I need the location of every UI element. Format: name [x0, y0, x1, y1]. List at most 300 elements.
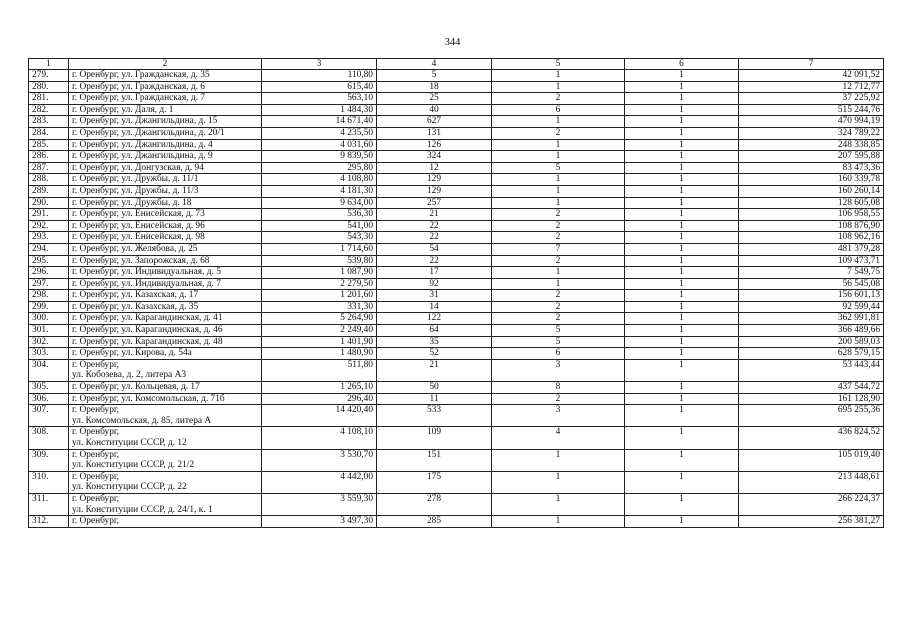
address-line: г. Оренбург, ул. Енисейская, д. 73	[72, 209, 205, 220]
amount-value: 207 595,88	[739, 151, 884, 163]
table-row	[29, 174, 884, 186]
row-number: 312.	[29, 516, 69, 528]
table-row	[29, 290, 884, 302]
count-value: 1	[625, 449, 739, 471]
count-value: 1	[625, 255, 739, 267]
address	[69, 104, 262, 116]
amount-value: 56 545,08	[739, 278, 884, 290]
row-number: 283.	[29, 116, 69, 128]
category-value: 2	[492, 301, 625, 313]
table-row	[29, 393, 884, 405]
residents-count: 12	[377, 162, 492, 174]
amount-value: 156 601,13	[739, 290, 884, 302]
table-row	[29, 471, 884, 493]
row-number: 284.	[29, 127, 69, 139]
column-header: 3	[262, 59, 377, 70]
amount-value: 83 473,36	[739, 162, 884, 174]
table-row	[29, 493, 884, 515]
residents-count: 92	[377, 278, 492, 290]
amount-value: 695 255,36	[739, 405, 884, 427]
table-row	[29, 336, 884, 348]
table-header-row	[29, 59, 884, 70]
table-row	[29, 139, 884, 151]
category-value: 1	[492, 449, 625, 471]
address-line: г. Оренбург,	[72, 516, 120, 527]
row-number: 287.	[29, 162, 69, 174]
table-row	[29, 313, 884, 325]
amount-value: 366 489,66	[739, 325, 884, 337]
category-value: 3	[492, 405, 625, 427]
row-number: 304.	[29, 359, 69, 381]
count-value: 1	[625, 493, 739, 515]
area-value: 563,10	[262, 93, 377, 105]
housing-register-table	[28, 58, 884, 528]
residents-count: 131	[377, 127, 492, 139]
count-value: 1	[625, 70, 739, 82]
residents-count: 627	[377, 116, 492, 128]
table-row	[29, 516, 884, 528]
category-value: 1	[492, 267, 625, 279]
category-value: 2	[492, 93, 625, 105]
amount-value: 160 339,78	[739, 174, 884, 186]
address	[69, 209, 262, 221]
count-value: 1	[625, 325, 739, 337]
row-number: 294.	[29, 243, 69, 255]
address-line: г. Оренбург,	[72, 405, 120, 416]
address	[69, 162, 262, 174]
count-value: 1	[625, 336, 739, 348]
address	[69, 267, 262, 279]
residents-count: 40	[377, 104, 492, 116]
residents-count: 25	[377, 93, 492, 105]
address	[69, 116, 262, 128]
count-value: 1	[625, 93, 739, 105]
count-value: 1	[625, 313, 739, 325]
row-number: 303.	[29, 348, 69, 360]
table-row	[29, 267, 884, 279]
page-number: 344	[444, 37, 461, 48]
category-value: 2	[492, 232, 625, 244]
amount-value: 128 605,08	[739, 197, 884, 209]
row-number: 309.	[29, 449, 69, 471]
address	[69, 516, 262, 528]
amount-value: 266 224,37	[739, 493, 884, 515]
area-value: 5 264,90	[262, 313, 377, 325]
column-header: 4	[377, 59, 492, 70]
address-line: г. Оренбург, ул. Казахская, д. 17	[72, 290, 199, 301]
category-value: 1	[492, 197, 625, 209]
count-value: 1	[625, 81, 739, 93]
address	[69, 185, 262, 197]
table-row	[29, 151, 884, 163]
amount-value: 200 589,03	[739, 336, 884, 348]
address-line: г. Оренбург, ул. Казахская, д. 35	[72, 301, 199, 312]
residents-count: 324	[377, 151, 492, 163]
address	[69, 301, 262, 313]
area-value: 9 839,50	[262, 151, 377, 163]
category-value: 2	[492, 313, 625, 325]
category-value: 1	[492, 151, 625, 163]
amount-value: 108 962,16	[739, 232, 884, 244]
category-value: 2	[492, 255, 625, 267]
area-value: 511,80	[262, 359, 377, 381]
category-value: 1	[492, 116, 625, 128]
residents-count: 129	[377, 174, 492, 186]
row-number: 305.	[29, 382, 69, 394]
row-number: 308.	[29, 427, 69, 449]
address-line: г. Оренбург, ул. Донгузская, д. 94	[72, 162, 204, 173]
amount-value: 515 244,76	[739, 104, 884, 116]
area-value: 331,30	[262, 301, 377, 313]
count-value: 1	[625, 151, 739, 163]
area-value: 615,40	[262, 81, 377, 93]
area-value: 1 201,60	[262, 290, 377, 302]
amount-value: 161 128,90	[739, 393, 884, 405]
address-line: г. Оренбург, ул. Кольцевая, д. 17	[72, 382, 200, 393]
residents-count: 22	[377, 220, 492, 232]
row-number: 296.	[29, 267, 69, 279]
amount-value: 628 579,15	[739, 348, 884, 360]
table-row	[29, 162, 884, 174]
amount-value: 37 225,92	[739, 93, 884, 105]
address	[69, 313, 262, 325]
row-number: 292.	[29, 220, 69, 232]
row-number: 293.	[29, 232, 69, 244]
table-row	[29, 325, 884, 337]
residents-count: 11	[377, 393, 492, 405]
count-value: 1	[625, 382, 739, 394]
residents-count: 21	[377, 209, 492, 221]
table-row	[29, 232, 884, 244]
address	[69, 493, 262, 515]
area-value: 4 108,10	[262, 427, 377, 449]
area-value: 3 559,30	[262, 493, 377, 515]
residents-count: 18	[377, 81, 492, 93]
address-line: г. Оренбург,	[72, 449, 120, 460]
category-value: 5	[492, 162, 625, 174]
area-value: 3 497,30	[262, 516, 377, 528]
address-line: ул. Конституции СССР, д. 22	[72, 482, 187, 493]
address	[69, 151, 262, 163]
table-row	[29, 93, 884, 105]
count-value: 1	[625, 348, 739, 360]
residents-count: 285	[377, 516, 492, 528]
table-row	[29, 359, 884, 381]
address	[69, 243, 262, 255]
residents-count: 126	[377, 139, 492, 151]
address	[69, 348, 262, 360]
table-row	[29, 104, 884, 116]
address-line: г. Оренбург, ул. Запорожская, д. 68	[72, 255, 210, 266]
residents-count: 5	[377, 70, 492, 82]
category-value: 2	[492, 209, 625, 221]
amount-value: 108 876,90	[739, 220, 884, 232]
category-value: 5	[492, 336, 625, 348]
count-value: 1	[625, 427, 739, 449]
address-line: ул. Конституции СССР, д. 21/2	[72, 460, 195, 471]
column-header: 2	[69, 59, 262, 70]
row-number: 295.	[29, 255, 69, 267]
count-value: 1	[625, 278, 739, 290]
address-line: г. Оренбург, ул. Даля, д. 1	[72, 104, 174, 115]
category-value: 2	[492, 127, 625, 139]
address	[69, 93, 262, 105]
address	[69, 427, 262, 449]
area-value: 3 530,70	[262, 449, 377, 471]
count-value: 1	[625, 139, 739, 151]
category-value: 1	[492, 493, 625, 515]
row-number: 299.	[29, 301, 69, 313]
area-value: 296,40	[262, 393, 377, 405]
amount-value: 481 379,28	[739, 243, 884, 255]
residents-count: 175	[377, 471, 492, 493]
area-value: 14 671,40	[262, 116, 377, 128]
address-line: г. Оренбург, ул. Гражданская, д. 6	[72, 81, 205, 92]
address	[69, 382, 262, 394]
table-row	[29, 81, 884, 93]
table-body	[29, 70, 884, 528]
amount-value: 248 338,85	[739, 139, 884, 151]
address-line: г. Оренбург, ул. Джангильдина, д. 9	[72, 151, 213, 162]
row-number: 286.	[29, 151, 69, 163]
count-value: 1	[625, 405, 739, 427]
table-row	[29, 243, 884, 255]
count-value: 1	[625, 127, 739, 139]
table-row	[29, 127, 884, 139]
row-number: 288.	[29, 174, 69, 186]
address-line: г. Оренбург, ул. Енисейская, д. 96	[72, 220, 205, 231]
address-line: г. Оренбург,	[72, 427, 120, 438]
row-number: 282.	[29, 104, 69, 116]
address-line: г. Оренбург, ул. Карагандинская, д. 48	[72, 336, 223, 347]
address-line: г. Оренбург, ул. Дружбы, д. 11/3	[72, 185, 199, 196]
table-row	[29, 301, 884, 313]
residents-count: 257	[377, 197, 492, 209]
category-value: 7	[492, 243, 625, 255]
row-number: 306.	[29, 393, 69, 405]
address	[69, 290, 262, 302]
table-row	[29, 427, 884, 449]
row-number: 300.	[29, 313, 69, 325]
amount-value: 256 381,27	[739, 516, 884, 528]
address	[69, 336, 262, 348]
area-value: 543,30	[262, 232, 377, 244]
address	[69, 197, 262, 209]
area-value: 1 714,60	[262, 243, 377, 255]
row-number: 298.	[29, 290, 69, 302]
residents-count: 22	[377, 255, 492, 267]
address-line: г. Оренбург, ул. Карагандинская, д. 41	[72, 313, 223, 324]
count-value: 1	[625, 174, 739, 186]
row-number: 291.	[29, 209, 69, 221]
area-value: 14 420,40	[262, 405, 377, 427]
category-value: 1	[492, 174, 625, 186]
row-number: 280.	[29, 81, 69, 93]
address	[69, 255, 262, 267]
residents-count: 31	[377, 290, 492, 302]
area-value: 539,80	[262, 255, 377, 267]
count-value: 1	[625, 290, 739, 302]
area-value: 541,00	[262, 220, 377, 232]
category-value: 2	[492, 290, 625, 302]
area-value: 2 249,40	[262, 325, 377, 337]
amount-value: 106 958,55	[739, 209, 884, 221]
area-value: 4 031,60	[262, 139, 377, 151]
amount-value: 109 473,71	[739, 255, 884, 267]
amount-value: 12 712,77	[739, 81, 884, 93]
address-line: г. Оренбург, ул. Карагандинская, д. 46	[72, 325, 223, 336]
count-value: 1	[625, 471, 739, 493]
residents-count: 17	[377, 267, 492, 279]
count-value: 1	[625, 393, 739, 405]
address-line: г. Оренбург,	[72, 471, 120, 482]
table-row	[29, 197, 884, 209]
category-value: 1	[492, 81, 625, 93]
residents-count: 278	[377, 493, 492, 515]
address-line: г. Оренбург, ул. Дружбы, д. 18	[72, 197, 192, 208]
amount-value: 324 789,22	[739, 127, 884, 139]
count-value: 1	[625, 162, 739, 174]
row-number: 307.	[29, 405, 69, 427]
row-number: 290.	[29, 197, 69, 209]
table-row	[29, 348, 884, 360]
row-number: 302.	[29, 336, 69, 348]
address-line: г. Оренбург, ул. Джангильдина, д. 20/1	[72, 127, 225, 138]
residents-count: 109	[377, 427, 492, 449]
area-value: 1 401,90	[262, 336, 377, 348]
residents-count: 129	[377, 185, 492, 197]
address-line: г. Оренбург, ул. Желябова, д. 25	[72, 243, 198, 254]
residents-count: 52	[377, 348, 492, 360]
table-row	[29, 278, 884, 290]
area-value: 1 484,30	[262, 104, 377, 116]
table-row	[29, 405, 884, 427]
address	[69, 139, 262, 151]
address	[69, 449, 262, 471]
residents-count: 533	[377, 405, 492, 427]
residents-count: 151	[377, 449, 492, 471]
area-value: 4 108,80	[262, 174, 377, 186]
area-value: 295,80	[262, 162, 377, 174]
table-row	[29, 209, 884, 221]
category-value: 5	[492, 325, 625, 337]
category-value: 1	[492, 471, 625, 493]
address	[69, 70, 262, 82]
row-number: 285.	[29, 139, 69, 151]
address-line: ул. Кобозева, д. 2, литера А3	[72, 370, 187, 381]
amount-value: 105 019,40	[739, 449, 884, 471]
area-value: 1 265,10	[262, 382, 377, 394]
category-value: 4	[492, 427, 625, 449]
count-value: 1	[625, 267, 739, 279]
amount-value: 213 448,61	[739, 471, 884, 493]
residents-count: 21	[377, 359, 492, 381]
address	[69, 405, 262, 427]
table-row	[29, 382, 884, 394]
amount-value: 53 443,44	[739, 359, 884, 381]
address-line: г. Оренбург, ул. Гражданская, д. 7	[72, 93, 205, 104]
area-value: 1 087,90	[262, 267, 377, 279]
address	[69, 471, 262, 493]
table-row	[29, 70, 884, 82]
category-value: 1	[492, 516, 625, 528]
category-value: 3	[492, 359, 625, 381]
address-line: г. Оренбург, ул. Индивидуальная, д. 7	[72, 278, 221, 289]
address	[69, 325, 262, 337]
count-value: 1	[625, 243, 739, 255]
address-line: г. Оренбург, ул. Комсомольская, д. 71б	[72, 393, 225, 404]
table-row	[29, 185, 884, 197]
row-number: 289.	[29, 185, 69, 197]
row-number: 297.	[29, 278, 69, 290]
count-value: 1	[625, 301, 739, 313]
address-line: ул. Комсомольская, д. 85, литера А	[72, 415, 212, 426]
amount-value: 436 824,52	[739, 427, 884, 449]
residents-count: 14	[377, 301, 492, 313]
address	[69, 127, 262, 139]
count-value: 1	[625, 220, 739, 232]
category-value: 1	[492, 139, 625, 151]
category-value: 6	[492, 104, 625, 116]
address-line: г. Оренбург, ул. Енисейская, д. 98	[72, 232, 205, 243]
residents-count: 64	[377, 325, 492, 337]
address-line: г. Оренбург, ул. Дружбы, д. 11/1	[72, 174, 199, 185]
count-value: 1	[625, 209, 739, 221]
column-header: 7	[739, 59, 884, 70]
address	[69, 278, 262, 290]
table-row	[29, 255, 884, 267]
category-value: 2	[492, 220, 625, 232]
address	[69, 174, 262, 186]
area-value: 110,80	[262, 70, 377, 82]
address	[69, 81, 262, 93]
column-header: 5	[492, 59, 625, 70]
category-value: 2	[492, 393, 625, 405]
column-header: 6	[625, 59, 739, 70]
count-value: 1	[625, 232, 739, 244]
row-number: 281.	[29, 93, 69, 105]
row-number: 310.	[29, 471, 69, 493]
address-line: ул. Конституции СССР, д. 12	[72, 438, 187, 448]
category-value: 6	[492, 348, 625, 360]
row-number: 301.	[29, 325, 69, 337]
residents-count: 35	[377, 336, 492, 348]
table-row	[29, 220, 884, 232]
address-line: г. Оренбург, ул. Гражданская, д. 35	[72, 70, 210, 80]
category-value: 1	[492, 185, 625, 197]
residents-count: 122	[377, 313, 492, 325]
residents-count: 54	[377, 243, 492, 255]
table-row	[29, 449, 884, 471]
area-value: 2 279,50	[262, 278, 377, 290]
row-number: 279.	[29, 70, 69, 82]
address	[69, 220, 262, 232]
residents-count: 22	[377, 232, 492, 244]
count-value: 1	[625, 359, 739, 381]
address-line: ул. Конституции СССР, д. 24/1, к. 1	[72, 504, 213, 515]
category-value: 8	[492, 382, 625, 394]
category-value: 1	[492, 70, 625, 82]
table-row	[29, 116, 884, 128]
address-line: г. Оренбург, ул. Джангильдина, д. 4	[72, 139, 213, 150]
address	[69, 359, 262, 381]
area-value: 4 235,50	[262, 127, 377, 139]
residents-count: 50	[377, 382, 492, 394]
category-value: 1	[492, 278, 625, 290]
amount-value: 160 260,14	[739, 185, 884, 197]
amount-value: 7 549,75	[739, 267, 884, 279]
area-value: 4 442,00	[262, 471, 377, 493]
